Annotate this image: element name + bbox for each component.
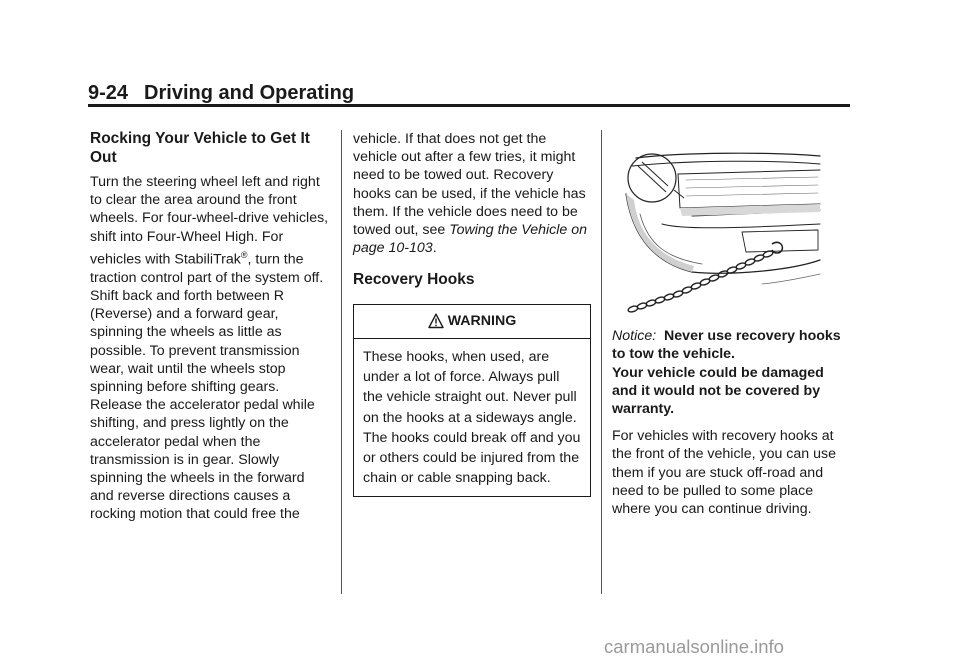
notice-label: Notice: bbox=[612, 328, 657, 345]
column-divider bbox=[601, 130, 602, 594]
registered-mark: ® bbox=[240, 249, 248, 260]
section-title: Driving and Operating bbox=[144, 82, 355, 104]
column-left bbox=[90, 130, 330, 524]
towing-paragraph: vehicle. If that does not get the vehicle out after a few tries, it might need to be towed out. Recovery hooks can be used, if the vehicle has them. If the vehicle does need to be towed out, see Towing the Vehicle on page 10-103. bbox=[353, 131, 587, 257]
warning-body: These hooks, when used, are under a lot of force. Always pull the vehicle straight out. Never pull on the hooks at a sideways angle. The hooks could break off and you or others could be injured from the chain or cable snapping back. bbox=[363, 348, 581, 487]
warning-triangle-icon bbox=[428, 313, 444, 329]
column-right bbox=[612, 130, 852, 518]
recovery-hook-chain-illustration bbox=[622, 144, 822, 314]
recovery-hooks-paragraph: For vehicles with recovery hooks at the front of the vehicle, you can use them if you are stuck off-road and need to be pulled to some place where you can continue driving. bbox=[612, 428, 836, 518]
warning-title: WARNING bbox=[447, 313, 517, 330]
warning-box bbox=[353, 304, 591, 497]
notice-paragraph: Notice: Never use recovery hooks to tow the vehicle. Your vehicle could be damaged and it would not be covered by warranty. bbox=[612, 328, 841, 418]
towing-reference-link[interactable]: Towing the Vehicle on page 10-103 bbox=[353, 222, 587, 257]
warning-header bbox=[354, 305, 590, 339]
page-number: 9-24 bbox=[88, 82, 129, 104]
column-middle bbox=[353, 130, 591, 497]
rocking-paragraph: Turn the steering wheel left and right to clear the area around the front wheels. For four-wheel-drive vehicles, shift into Four-Wheel High. For vehicles with StabiliTrak®, turn the traction control part of the system off. Shift back and forth between R (Reverse) and a forward gear, spinning the wheels as little as possible. To prevent transmission wear, wait until the wheels stop spinning before shifting gears. Release the accelerator pedal while shifting, and press lightly on the accelerator pedal when the transmission is in gear. Slowly spinning the wheels in the forward and reverse directions causes a rocking motion that could free the bbox=[90, 174, 329, 523]
column-divider bbox=[341, 130, 342, 594]
page-header bbox=[88, 80, 850, 106]
watermark: carmanualsonline.info bbox=[604, 636, 784, 657]
rocking-heading: Rocking Your Vehicle to Get It Out bbox=[90, 130, 310, 166]
recovery-hooks-heading: Recovery Hooks bbox=[353, 271, 475, 289]
header-rule bbox=[88, 104, 850, 107]
